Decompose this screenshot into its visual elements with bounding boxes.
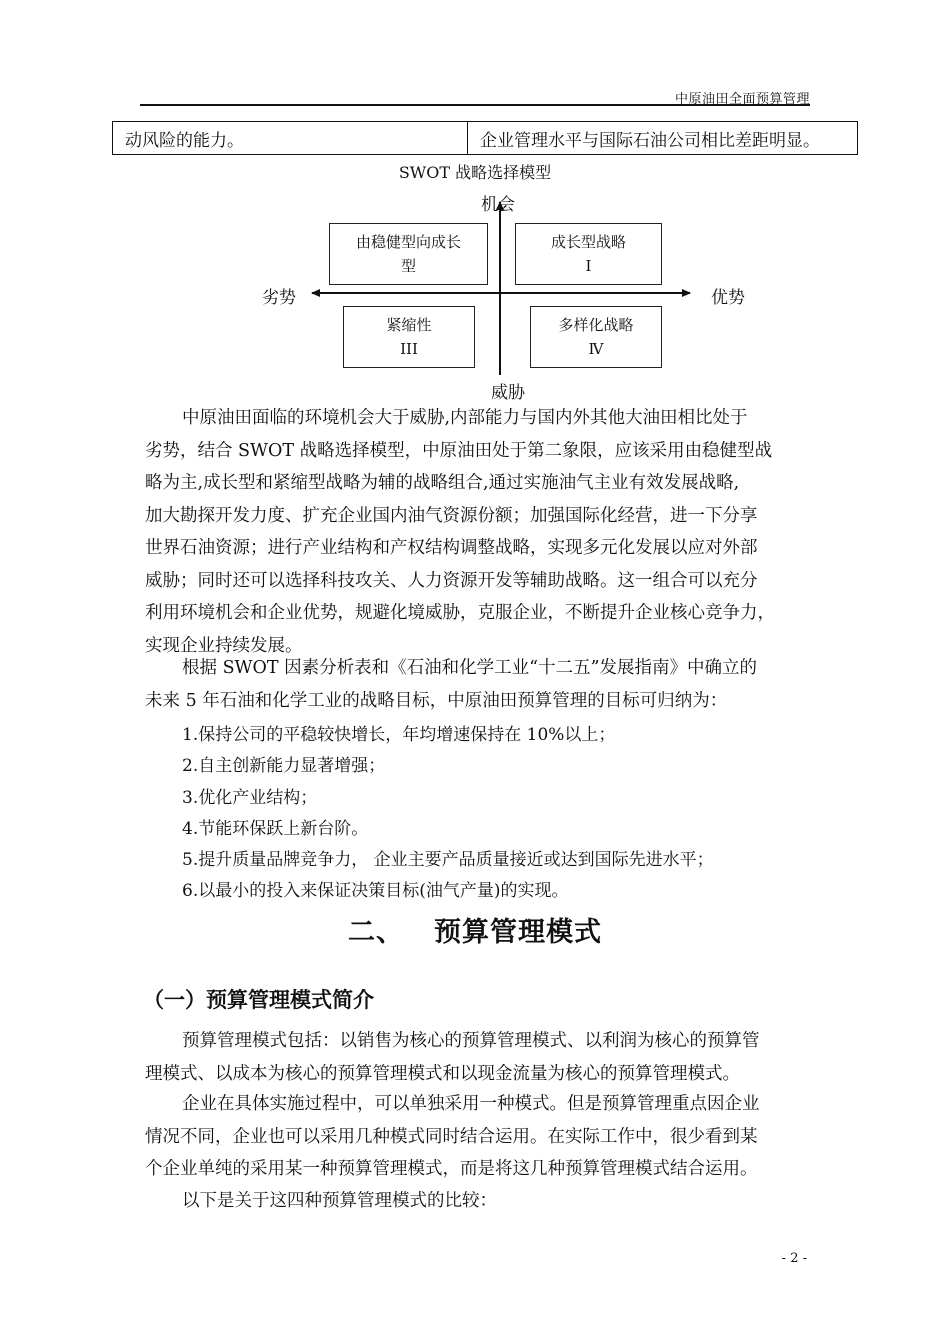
axis-label-threat: 威胁: [491, 383, 525, 403]
text-line: 利用环境机会和企业优势，规避化境威胁，克服企业，不断提升企业核心竞争力，: [145, 603, 775, 623]
text-line: 以下是关于这四种预算管理模式的比较：: [182, 1191, 497, 1211]
quadrant-roman-numeral: III: [400, 340, 418, 358]
text-line: 理模式、以成本为核心的预算管理模式和以现金流量为核心的预算管理模式。: [145, 1063, 740, 1084]
body-paragraph: [145, 1185, 809, 1218]
list-item: 3.优化产业结构；: [182, 788, 318, 808]
text-line: 中原油田面临的环境机会大于威胁,内部能力与国内外其他大油田相比处于: [182, 408, 748, 428]
table-row: [113, 122, 858, 155]
text-line: 实现企业持续发展。: [145, 635, 303, 656]
swot-diagram-title: SWOT 战略选择模型: [398, 163, 552, 182]
axis-label-strength: 优势: [711, 288, 745, 308]
quadrant-roman-numeral: I: [585, 257, 592, 275]
quadrant-roman-numeral: Ⅳ: [588, 340, 604, 358]
quadrant-label: 型: [400, 257, 416, 275]
list-item: 1.保持公司的平稳较快增长，年均增速保持在 10%以上；: [182, 725, 616, 745]
body-paragraph: [145, 1088, 809, 1186]
quadrant-top-right: [515, 223, 662, 285]
page-number: - 2 -: [781, 1251, 807, 1266]
quadrant-label: 多样化战略: [558, 316, 634, 334]
quadrant-bottom-left: [343, 306, 475, 368]
body-paragraph: [145, 402, 809, 662]
quadrant-top-left: [329, 223, 488, 285]
quadrant-label: 由稳健型向成长: [355, 233, 461, 251]
header-rule: [140, 104, 810, 106]
section-title: 预算管理模式: [434, 917, 602, 948]
list-item: 4.节能环保跃上新台阶。: [182, 819, 369, 839]
swot-table-fragment: [112, 121, 858, 155]
section-heading: [0, 910, 950, 949]
text-line: 威胁；同时还可以选择科技攻关、人力资源开发等辅助战略。这一组合可以充分: [145, 570, 758, 591]
text-line: 预算管理模式包括：以销售为核心的预算管理模式、以利润为核心的预算管: [182, 1031, 760, 1051]
text-line: 个企业单纯的采用某一种预算管理模式，而是将这几种预算管理模式结合运用。: [145, 1159, 758, 1179]
quadrant-label: 紧缩性: [386, 316, 432, 334]
running-header: 中原油田全面预算管理: [674, 92, 810, 107]
axis-label-opportunity: 机会: [481, 195, 515, 215]
subsection-heading: （一）预算管理模式简介: [143, 988, 374, 1012]
text-line: 略为主,成长型和紧缩型战略为辅的战略组合,通过实施油气主业有效发展战略,: [145, 473, 740, 493]
text-line: 加大勘探开发力度、扩充企业国内油气资源份额；加强国际化经营，进一下分享: [145, 505, 758, 526]
table-cell: 动风险的能力。: [113, 122, 468, 155]
text-line: 情况不同，企业也可以采用几种模式同时结合运用。在实际工作中，很少看到某: [145, 1126, 758, 1147]
body-paragraph: [145, 1025, 809, 1090]
quadrant-bottom-right: [530, 306, 662, 368]
list-item: 2.自主创新能力显著增强；: [182, 756, 386, 776]
section-number: 二、: [348, 917, 404, 948]
quadrant-label: 成长型战略: [550, 233, 626, 251]
list-item: 6.以最小的投入来保证决策目标(油气产量)的实现。: [182, 881, 569, 901]
body-paragraph: [145, 652, 809, 717]
axis-label-weakness: 劣势: [262, 288, 296, 308]
text-line: 劣势，结合 SWOT 战略选择模型，中原油田处于第二象限，应该采用由稳健型战: [145, 440, 773, 461]
text-line: 未来 5 年石油和化学工业的战略目标，中原油田预算管理的目标可归纳为：: [145, 690, 728, 711]
table-cell: 企业管理水平与国际石油公司相比差距明显。: [468, 122, 858, 155]
text-line: 世界石油资源；进行产业结构和产权结构调整战略，实现多元化发展以应对外部: [145, 538, 758, 558]
list-item: 5.提升质量品牌竞争力， 企业主要产品质量接近或达到国际先进水平；: [182, 850, 714, 870]
text-line: 企业在具体实施过程中，可以单独采用一种模式。但是预算管理重点因企业: [182, 1094, 760, 1114]
text-line: 根据 SWOT 因素分析表和《石油和化学工业“十二五”发展指南》中确立的: [182, 658, 758, 678]
